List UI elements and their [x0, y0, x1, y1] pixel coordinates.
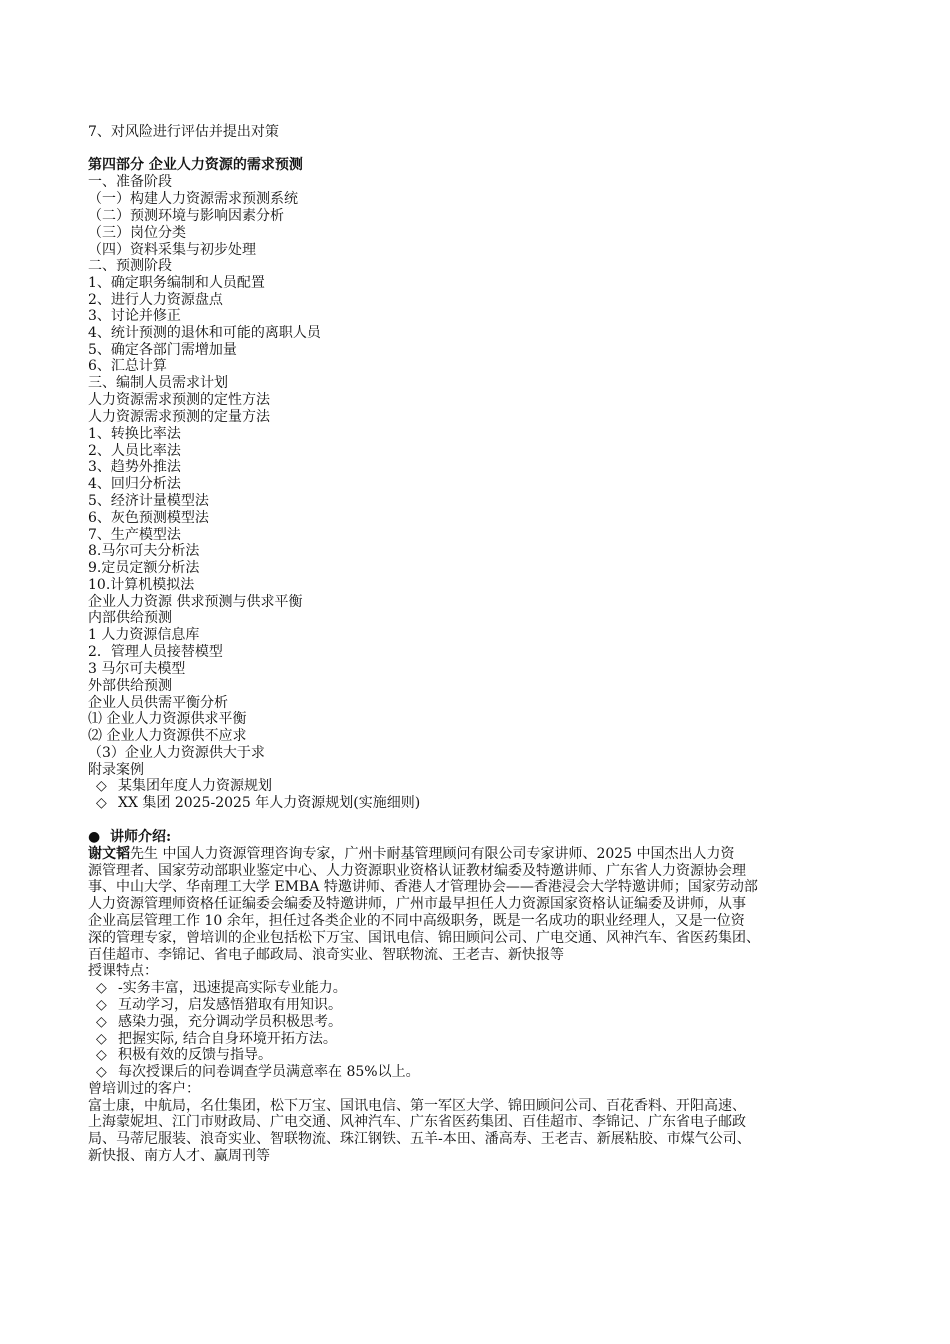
clients-line: 上海蒙妮坦、江门市财政局、广电交通、风神汽车、广东省医药集团、百佳超市、李锦记、广东省电子邮政: [88, 1114, 746, 1130]
part4-line: 2．管理人员接替模型: [88, 644, 223, 660]
part4-line: 10.计算机模拟法: [88, 577, 195, 593]
part4-line: （一）构建人力资源需求预测系统: [88, 191, 298, 207]
filled-circle-bullet-icon: ●: [88, 829, 101, 845]
diamond-bullet-icon: ◇: [96, 795, 107, 811]
bio-line: 企业高层管理工作 10 余年，担任过各类企业的不同中高级职务，既是一名成功的职业经理人，又是一位资: [88, 913, 745, 929]
instructor-title-suffix: 先生: [130, 846, 158, 862]
part4-line: 4、统计预测的退休和可能的离职人员: [88, 325, 321, 341]
feature-item: [96, 1031, 337, 1048]
bio-line: 源管理者、国家劳动部职业鉴定中心、人力资源职业资格认证教材编委及特邀讲师、广东省人力资源协会理: [88, 863, 746, 879]
part4-line: （三）岗位分类: [88, 225, 186, 241]
part4-line: 附录案例: [88, 762, 144, 778]
appendix-item-label: 某集团年度人力资源规划: [118, 778, 272, 794]
feature-item-label: 每次授课后的问卷调查学员满意率在 85%以上。: [118, 1064, 420, 1080]
feature-item: [96, 1014, 342, 1031]
part4-line: 1 人力资源信息库: [88, 627, 200, 643]
appendix-item: [96, 778, 272, 795]
features-heading: 授课特点：: [88, 963, 158, 979]
part4-line: 4、回归分析法: [88, 476, 181, 492]
part4-line: （二）预测环境与影响因素分析: [88, 208, 284, 224]
part4-line: 8.马尔可夫分析法: [88, 543, 200, 559]
feature-item: [96, 997, 342, 1014]
bio-line: 深的管理专家，曾培训的企业包括松下万宝、国讯电信、锦田顾问公司、广电交通、风神汽车、省医药集团、: [88, 930, 760, 946]
part4-line: 一、准备阶段: [88, 174, 172, 190]
feature-item: [96, 1047, 272, 1064]
part4-line: ⑵ 企业人力资源供不应求: [88, 728, 247, 744]
instructor-heading: [88, 829, 171, 846]
diamond-bullet-icon: ◇: [96, 980, 107, 996]
part4-line: （3）企业人力资源供大于求: [88, 745, 265, 761]
bio-line-text: 中国人力资源管理咨询专家，广州卡耐基管理顾问有限公司专家讲师、2025 中国杰出人力资: [158, 846, 735, 862]
bio-line: 事、中山大学、华南理工大学 EMBA 特邀讲师、香港人才管理协会——香港浸会大学特邀讲师；国家劳动部: [88, 879, 758, 895]
appendix-item-label: XX 集团 2025-2025 年人力资源规划(实施细则): [118, 795, 421, 811]
part4-line: 1、转换比率法: [88, 426, 181, 442]
part4-line: 7、生产模型法: [88, 527, 181, 543]
part4-line: （四）资料采集与初步处理: [88, 242, 256, 258]
feature-item: [96, 980, 347, 997]
part4-line: 内部供给预测: [88, 610, 172, 626]
part4-line: 3、趋势外推法: [88, 459, 181, 475]
feature-item-label: 感染力强，充分调动学员积极思考。: [118, 1014, 342, 1030]
clients-heading: 曾培训过的客户：: [88, 1081, 200, 1097]
part4-line: 二、预测阶段: [88, 258, 172, 274]
part4-line: 9.定员定额分析法: [88, 560, 200, 576]
part4-line: 3、讨论并修正: [88, 308, 181, 324]
part4-line: 2、进行人力资源盘点: [88, 292, 223, 308]
appendix-item: [96, 795, 420, 812]
bio-line: 百佳超市、李锦记、省电子邮政局、浪奇实业、智联物流、王老吉、新快报等: [88, 947, 564, 963]
part4-line: ⑴ 企业人力资源供求平衡: [88, 711, 247, 727]
clients-line: 新快报、南方人才、赢周刊等: [88, 1148, 270, 1164]
part4-line: 6、灰色预测模型法: [88, 510, 209, 526]
diamond-bullet-icon: ◇: [96, 1064, 107, 1080]
feature-item-label: 把握实际, 结合自身环境开拓方法。: [118, 1031, 337, 1047]
part4-line: 人力资源需求预测的定量方法: [88, 409, 270, 425]
part4-line: 企业人力资源 供求预测与供求平衡: [88, 594, 303, 610]
part4-line: 1、确定职务编制和人员配置: [88, 275, 265, 291]
diamond-bullet-icon: ◇: [96, 1047, 107, 1063]
part4-line: 三、编制人员需求计划: [88, 375, 228, 391]
part4-line: 人力资源需求预测的定性方法: [88, 392, 270, 408]
feature-item-label: -实务丰富，迅速提高实际专业能力。: [118, 980, 347, 996]
feature-item-label: 互动学习，启发感悟猎取有用知识。: [118, 997, 342, 1013]
clients-line: 局、马蒂尼服装、浪奇实业、智联物流、珠江钢铁、五羊-本田、潘高寿、王老吉、新展粘胶、市煤气公司、: [88, 1131, 751, 1147]
part4-line: 2、人员比率法: [88, 443, 181, 459]
part4-line: 5、经济计量模型法: [88, 493, 209, 509]
bio-line: [88, 846, 735, 863]
diamond-bullet-icon: ◇: [96, 778, 107, 794]
bio-line: 人力资源管理师资格任证编委会编委及特邀讲师，广州市最早担任人力资源国家资格认证编委及讲师，从事: [88, 896, 746, 912]
part4-line: 外部供给预测: [88, 678, 172, 694]
part4-title: 第四部分 企业人力资源的需求预测: [88, 157, 303, 173]
diamond-bullet-icon: ◇: [96, 997, 107, 1013]
clients-line: 富士康，中航局，名仕集团，松下万宝、国讯电信、第一军区大学、锦田顾问公司、百花香料、开阳高速、: [88, 1098, 746, 1114]
part4-line: 企业人员供需平衡分析: [88, 695, 228, 711]
feature-item-label: 积极有效的反馈与指导。: [118, 1047, 272, 1063]
feature-item: [96, 1064, 420, 1081]
part4-line: 6、汇总计算: [88, 358, 167, 374]
instructor-name: 谢文韬: [88, 846, 130, 862]
part4-line: 5、确定各部门需增加量: [88, 342, 237, 358]
part4-line: 3 马尔可夫模型: [88, 661, 186, 677]
instructor-heading-label: 讲师介绍:: [109, 829, 172, 845]
diamond-bullet-icon: ◇: [96, 1031, 107, 1047]
diamond-bullet-icon: ◇: [96, 1014, 107, 1030]
risk-item: 7、对风险进行评估并提出对策: [88, 124, 279, 140]
